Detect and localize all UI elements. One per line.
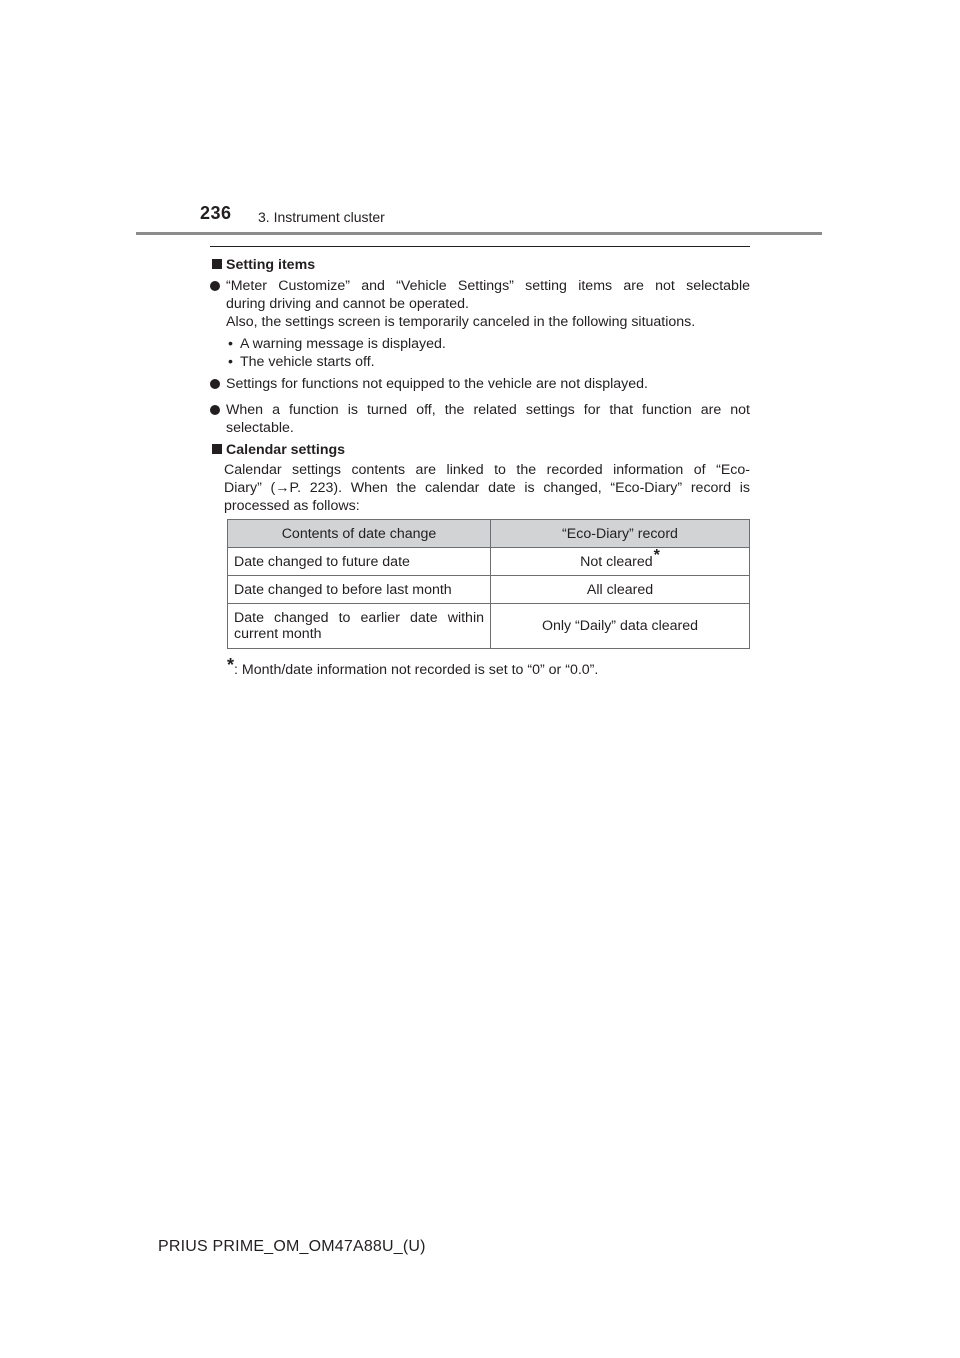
- page-header: [0, 0, 960, 240]
- table-row: [228, 604, 750, 649]
- footnote: [227, 655, 598, 678]
- table-cell: Only “Daily” data cleared: [491, 604, 750, 649]
- header-rule: [136, 232, 822, 235]
- square-bullet-icon: [212, 444, 222, 454]
- column-header: Contents of date change: [228, 520, 491, 548]
- calendar-para-line1: Calendar settings contents are linked to the recorded information of “Eco-: [224, 462, 750, 478]
- square-bullet-icon: [212, 259, 222, 269]
- table-cell: Date changed to earlier date within current month: [228, 604, 491, 649]
- bullet-function-off: [210, 401, 750, 437]
- page-number: 236: [200, 203, 232, 223]
- calendar-settings-heading-text: Calendar settings: [226, 442, 346, 458]
- table-cell: Date changed to future date: [228, 548, 491, 576]
- bullet1-line2: during driving and cannot be operated.: [226, 296, 469, 312]
- content-top-rule: [210, 246, 750, 247]
- calendar-settings-heading: [210, 441, 750, 459]
- table-header-row: [228, 520, 750, 548]
- footnote-text: : Month/date information not recorded is set to “0” or “0.0”.: [234, 662, 599, 678]
- footnote-star: *: [227, 655, 235, 675]
- main-content: [210, 246, 750, 515]
- table-cell: All cleared: [491, 576, 750, 604]
- table-cell: Date changed to before last month: [228, 576, 491, 604]
- document-id-footer: PRIUS PRIME_OM_OM47A88U_(U): [158, 1238, 426, 1255]
- bullet-meter-customize: [210, 277, 750, 331]
- bullet3-line1: When a function is turned off, the related settings for that function are not: [226, 402, 750, 418]
- table-row: [228, 576, 750, 604]
- footnote-marker: *: [653, 546, 660, 564]
- bullet3-line2: selectable.: [226, 420, 294, 436]
- bullet-not-equipped: [210, 375, 750, 393]
- situation-list: [210, 335, 750, 371]
- bullet1-line3: Also, the settings screen is temporarily canceled in the following situations.: [226, 314, 696, 330]
- eco-diary-table: [227, 519, 750, 649]
- bullet1-line1: “Meter Customize” and “Vehicle Settings” setting items are not selectable: [226, 278, 750, 294]
- column-header: “Eco-Diary” record: [491, 520, 750, 548]
- section-title: 3. Instrument cluster: [258, 209, 385, 225]
- calendar-para-line3: processed as follows:: [224, 498, 360, 514]
- round-bullet-icon: [210, 281, 220, 291]
- setting-items-heading: [210, 256, 750, 274]
- situation-item: • The vehicle starts off.: [228, 354, 375, 370]
- situation-item: • A warning message is displayed.: [228, 336, 446, 352]
- round-bullet-icon: [210, 379, 220, 389]
- table-row: [228, 548, 750, 576]
- calendar-paragraph: [210, 461, 750, 515]
- bullet2-text: Settings for functions not equipped to the vehicle are not displayed.: [226, 376, 648, 392]
- setting-items-heading-text: Setting items: [226, 257, 316, 273]
- calendar-para-line2: Diary” (→P. 223). When the calendar date is changed, “Eco-Diary” record is: [224, 480, 750, 496]
- table-cell: Not cleared*: [491, 548, 750, 576]
- round-bullet-icon: [210, 405, 220, 415]
